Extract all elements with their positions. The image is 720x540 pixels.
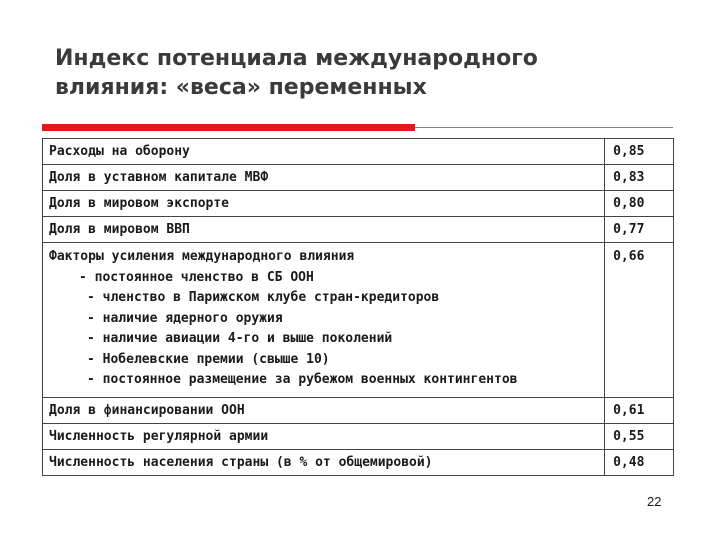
row-label: Доля в финансировании ООН [43, 397, 605, 423]
row-label: Численность населения страны (в % от общемировой) [43, 449, 605, 475]
title-line-1: Индекс потенциала международного [55, 46, 538, 71]
row-label: Численность регулярной армии [43, 423, 605, 449]
table-row [43, 449, 674, 475]
row-value: 0,85 [605, 139, 674, 165]
row-value: 0,83 [605, 165, 674, 191]
title-line-2: влияния: «веса» переменных [55, 75, 427, 100]
page-number: 22 [647, 494, 662, 509]
row-value: 0,55 [605, 423, 674, 449]
table-row [43, 243, 674, 398]
sub-item: - членство в Парижском клубе стран-кредиторов [87, 290, 440, 305]
weights-table [42, 138, 674, 476]
row-label: Доля в мировом экспорте [43, 191, 605, 217]
table-row [43, 191, 674, 217]
row-value: 0,48 [605, 449, 674, 475]
row-label: Расходы на оборону [43, 139, 605, 165]
row-value: 0,80 [605, 191, 674, 217]
table-row [43, 217, 674, 243]
sub-item: - Нобелевские премии (свыше 10) [87, 351, 330, 367]
row-value: 0,77 [605, 217, 674, 243]
table-row [43, 397, 674, 423]
slide-title [55, 44, 695, 102]
accent-bar [42, 124, 415, 131]
row-label-group [43, 243, 605, 398]
row-label: Факторы усиления международного влияния [49, 249, 355, 264]
row-label: Доля в уставном капитале МВФ [43, 165, 605, 191]
divider-line [415, 127, 673, 128]
sub-item: - наличие авиации 4-го и выше поколений [87, 331, 393, 346]
row-value: 0,61 [605, 397, 674, 423]
row-value: 0,66 [605, 243, 674, 398]
sub-item: - постоянное членство в СБ ООН [79, 269, 314, 285]
table-row [43, 423, 674, 449]
sub-item: - наличие ядерного оружия [87, 310, 283, 326]
table-row [43, 139, 674, 165]
row-label: Доля в мировом ВВП [43, 217, 605, 243]
sub-item: - постоянное размещение за рубежом военных контингентов [87, 372, 518, 387]
table-row [43, 165, 674, 191]
